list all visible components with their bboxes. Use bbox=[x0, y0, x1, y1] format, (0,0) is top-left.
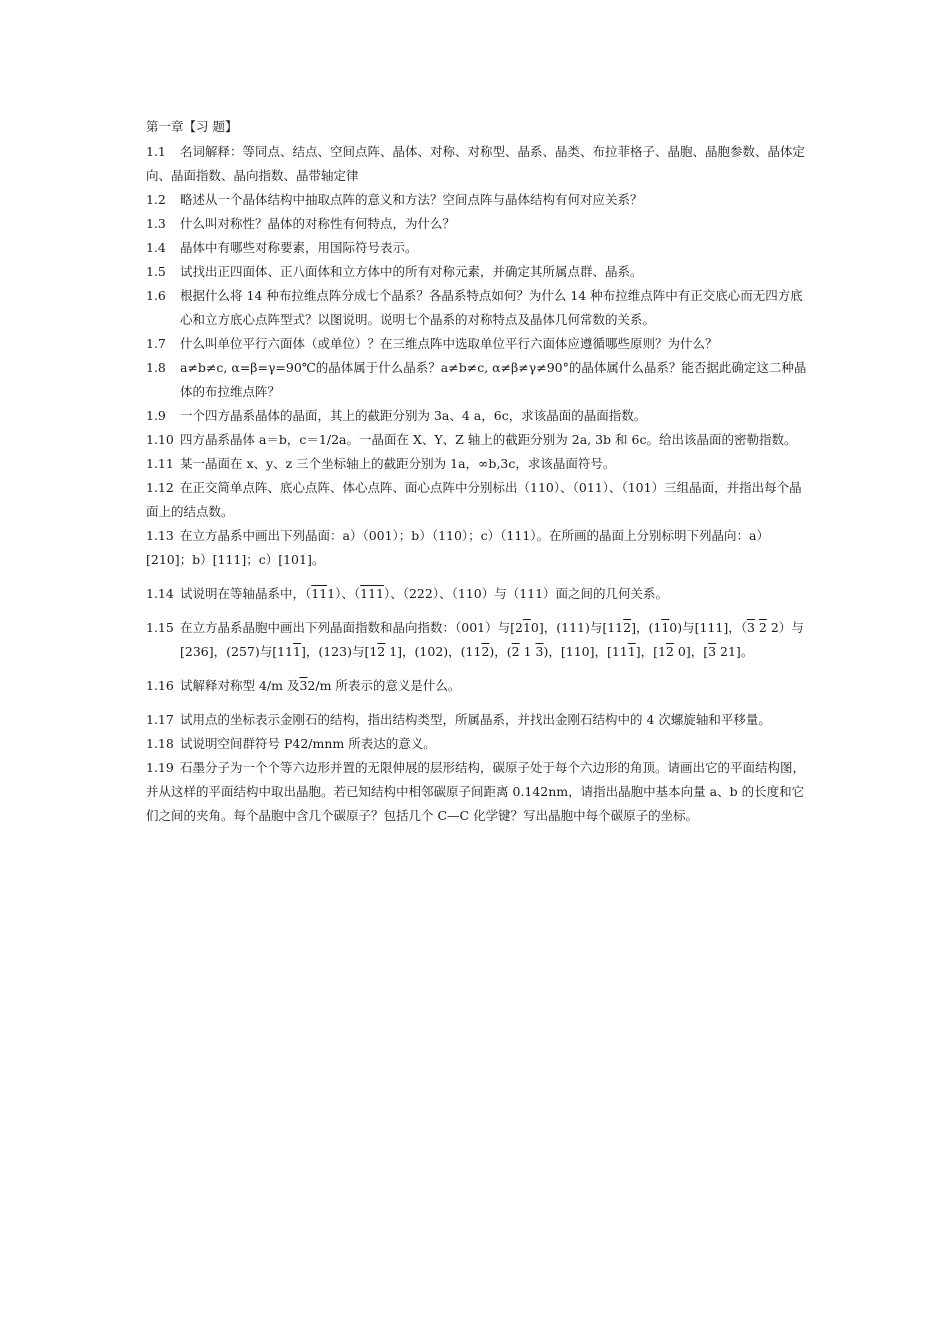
exercise-number: 1.4 bbox=[146, 240, 166, 255]
exercise-text: 什么叫单位平行六面体（或单位）？在三维点阵中选取单位平行六面体应遵循哪些原则？为什么？ bbox=[180, 336, 718, 351]
exercise-text: 21]。 bbox=[716, 644, 754, 659]
exercise-1-1 bbox=[146, 140, 810, 188]
exercise-text: ]，[1 bbox=[635, 644, 666, 659]
overbar-index: 3 bbox=[535, 644, 544, 659]
exercise-text: 试找出正四面体、正八面体和立方体中的所有对称元素，并确定其所属点群、晶系。 bbox=[180, 264, 643, 279]
overbar-index: 2 bbox=[665, 644, 674, 659]
exercise-text: 某一晶面在 x、y、z 三个坐标轴上的截距分别为 1a，∞b,3c，求该晶面符号。 bbox=[180, 456, 616, 471]
exercise-text: 2/m 所表示的意义是什么。 bbox=[307, 678, 461, 693]
exercise-text: 试说明在等轴晶系中，（ bbox=[180, 586, 312, 601]
exercise-text: 略述从一个晶体结构中抽取点阵的意义和方法？空间点阵与晶体结构有何对应关系？ bbox=[180, 192, 643, 207]
exercise-number: 1.8 bbox=[146, 360, 166, 375]
overbar-index: 2 bbox=[511, 644, 520, 659]
exercise-number: 1.11 bbox=[146, 456, 174, 471]
exercise-text: 0)与[111]，（ bbox=[669, 620, 747, 635]
overbar-index: 2 bbox=[758, 620, 767, 635]
exercise-number: 1.15 bbox=[146, 620, 174, 635]
overbar-index: 11 bbox=[311, 586, 328, 601]
exercise-text: 什么叫对称性？晶体的对称性有何特点，为什么？ bbox=[180, 216, 456, 231]
exercise-1-3 bbox=[146, 212, 810, 236]
exercise-1-16 bbox=[146, 674, 810, 698]
exercise-list bbox=[146, 116, 810, 828]
exercise-text: 晶体中有哪些对称要素，用国际符号表示。 bbox=[180, 240, 418, 255]
exercise-number: 1.3 bbox=[146, 216, 166, 231]
exercise-1-6 bbox=[146, 284, 810, 332]
overbar-index: 1 bbox=[522, 620, 531, 635]
exercise-1-12 bbox=[146, 476, 810, 524]
exercise-1-2 bbox=[146, 188, 810, 212]
overbar-index: 2 bbox=[481, 644, 490, 659]
exercise-1-8 bbox=[146, 356, 810, 404]
overbar-index: 1 bbox=[293, 644, 301, 659]
exercise-1-10 bbox=[146, 428, 810, 452]
exercise-1-7 bbox=[146, 332, 810, 356]
exercise-text: 石墨分子为一个个等六边形并置的无限伸展的层形结构，碳原子处于每个六边形的角顶。请画出它的平面结构图，并从这样的平面结构中取出晶胞。若已知结构中相邻碳原子间距离 0.142nm，请指出晶胞中基本向量 a、b 的长度和它们之间的夹角。每个晶胞中含几个碳原子？包括几个 C—C 化学键？写出晶胞中每个碳原子的坐标。 bbox=[146, 760, 806, 823]
exercise-number: 1.19 bbox=[146, 760, 174, 775]
exercise-number: 1.1 bbox=[146, 144, 166, 159]
exercise-text: 在正交简单点阵、底心点阵、体心点阵、面心点阵中分别标出（110）、（011）、（101）三组晶面，并指出每个晶面上的结点数。 bbox=[146, 480, 802, 519]
exercise-text: 0]，[ bbox=[673, 644, 709, 659]
exercise-1-19 bbox=[146, 756, 810, 828]
exercise-text: 试说明空间群符号 P42/mnm 所表达的意义。 bbox=[180, 736, 436, 751]
exercise-1-14 bbox=[146, 582, 810, 606]
exercise-1-5 bbox=[146, 260, 810, 284]
overbar-index: 111 bbox=[360, 586, 384, 601]
exercise-text: )，( bbox=[489, 644, 512, 659]
exercise-number: 1.9 bbox=[146, 408, 166, 423]
exercise-text: )，[110]，[11 bbox=[543, 644, 628, 659]
exercise-1-18 bbox=[146, 732, 810, 756]
exercise-text: 1）、（ bbox=[327, 586, 361, 601]
exercise-text: 1 bbox=[519, 644, 536, 659]
exercise-number: 1.12 bbox=[146, 480, 174, 495]
exercise-text: 试解释对称型 4/m 及 bbox=[180, 678, 300, 693]
exercise-text: 四方晶系晶体 a＝b，c＝1/2a。一晶面在 X、Y、Z 轴上的截距分别为 2a, 3b 和 6c。给出该晶面的密勒指数。 bbox=[180, 432, 797, 447]
exercise-1-15 bbox=[146, 616, 810, 664]
overbar-index: 2 bbox=[623, 620, 632, 635]
exercise-text: 一个四方晶系晶体的晶面，其上的截距分别为 3a、4 a，6c，求该晶面的晶面指数。 bbox=[180, 408, 647, 423]
overbar-index: 1 bbox=[627, 644, 636, 659]
chapter-title: 第一章【习 题】 bbox=[146, 119, 238, 134]
exercise-text: ）、（222）、（110）与（111）面之间的几何关系。 bbox=[383, 586, 669, 601]
exercise-number: 1.10 bbox=[146, 432, 174, 447]
exercise-text: 在立方晶系晶胞中画出下列晶面指数和晶向指数：（001）与[2 bbox=[180, 620, 523, 635]
exercise-text: 根据什么将 14 种布拉维点阵分成七个晶系？各晶系特点如何？为什么 14 种布拉维点阵中有正交底心而无四方底心和立方底心点阵型式？以图说明。说明七个晶系的对称特点及晶体几何常数的关系。 bbox=[180, 288, 803, 327]
exercise-1-9 bbox=[146, 404, 810, 428]
exercise-number: 1.6 bbox=[146, 288, 166, 303]
exercise-text: ]，(1 bbox=[631, 620, 662, 635]
overbar-index: 1 bbox=[661, 620, 670, 635]
exercise-number: 1.18 bbox=[146, 736, 174, 751]
overbar-index: 2 bbox=[377, 644, 386, 659]
exercise-text: 0]，(111)与[11 bbox=[530, 620, 624, 635]
exercise-1-11 bbox=[146, 452, 810, 476]
exercise-number: 1.16 bbox=[146, 678, 174, 693]
exercise-number: 1.17 bbox=[146, 712, 174, 727]
overbar-index: 3 bbox=[299, 678, 308, 693]
exercise-number: 1.7 bbox=[146, 336, 166, 351]
exercise-number: 1.5 bbox=[146, 264, 166, 279]
exercise-text: ]，(123)与[1 bbox=[300, 644, 378, 659]
exercise-1-17 bbox=[146, 708, 810, 732]
exercise-text: 1]，(102)，(11 bbox=[385, 644, 482, 659]
overbar-index: 3 bbox=[746, 620, 755, 635]
exercise-number: 1.2 bbox=[146, 192, 166, 207]
exercise-text: 在立方晶系中画出下列晶面：a）（001）；b）（110）；c）（111）。在所画的晶面上分别标明下列晶向：a）[210]；b）[111]；c）[101]。 bbox=[146, 528, 769, 567]
exercise-text: 名词解释：等同点、结点、空间点阵、晶体、对称、对称型、晶系、晶类、布拉菲格子、晶胞、晶胞参数、晶体定向、晶面指数、晶向指数、晶带轴定律 bbox=[146, 144, 806, 183]
exercise-text: a≠b≠c, α=β=γ=90℃的晶体属于什么晶系？a≠b≠c, α≠β≠γ≠90°的晶体属什么晶系？能否据此确定这二种晶体的布拉维点阵？ bbox=[180, 360, 807, 399]
exercise-text: 试用点的坐标表示金刚石的结构，指出结构类型，所属晶系，并找出金刚石结构中的 4 次螺旋轴和平移量。 bbox=[180, 712, 771, 727]
exercise-text: 2）与[236]，(257)与[11 bbox=[180, 620, 804, 659]
exercise-number: 1.13 bbox=[146, 528, 174, 543]
overbar-index: 3 bbox=[708, 644, 717, 659]
exercise-1-4 bbox=[146, 236, 810, 260]
exercise-number: 1.14 bbox=[146, 586, 174, 601]
exercise-1-13 bbox=[146, 524, 810, 572]
